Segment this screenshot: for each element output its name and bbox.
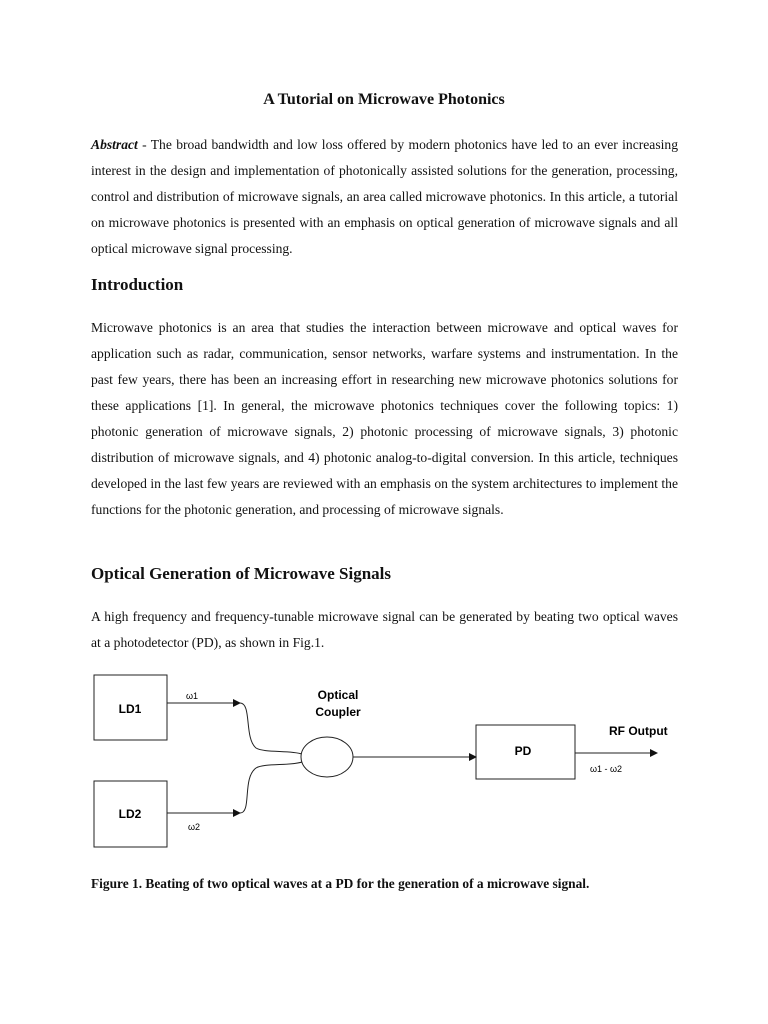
- optical-coupler-label-line1: Optical: [317, 688, 359, 702]
- optical-coupler-ellipse: [301, 737, 353, 777]
- coupler-input-fiber-1: [240, 703, 302, 754]
- omega2-label: ω2: [188, 822, 201, 832]
- figure-1-caption: Figure 1. Beating of two optical waves at a PD for the generation of a microwave signal.: [91, 876, 590, 891]
- introduction-heading: Introduction: [91, 275, 184, 294]
- paper-title: A Tutorial on Microwave Photonics: [263, 91, 505, 108]
- ld2-label: LD2: [118, 807, 142, 821]
- introduction-paragraph: Microwave photonics is an area that studies the interaction between microwave and optical waves for application such as radar, communication, sensor networks, warfare systems and instrumentation. In the past few years, there has been an increasing effort in researching new microwave photonics solutions for these applications [1]. In general, the microwave photonics techniques cover the following topics: 1) photonic generation of microwave signals, 2) photonic processing of microwave signals, 3) photonic distribution of microwave signals, and 4) photonic analog-to-digital conversion. In this article, techniques developed in the last few years are reviewed with an emphasis on the system architectures to implement the functions for the photonic generation, and processing of microwave signals.: [91, 320, 678, 517]
- omega1-label: ω1: [186, 691, 199, 701]
- pd-label: PD: [514, 744, 532, 758]
- optical-generation-paragraph: A high frequency and frequency-tunable microwave signal can be generated by beating two optical waves at a photodetector (PD), as shown in Fig.1.: [91, 609, 678, 650]
- abstract-label: Abstract: [91, 137, 138, 152]
- abstract-separator: -: [137, 137, 151, 152]
- ld1-label: LD1: [118, 702, 142, 716]
- rf-output-label: RF Output: [609, 724, 668, 738]
- abstract-text: The broad bandwidth and low loss offered by modern photonics have led to an ever increasing interest in the design and implementation of photonically assisted solutions for the generation, processing, control and distribution of microwave signals, an area called microwave photonics. In this article, a tutorial on microwave photonics is presented with an emphasis on optical generation of microwave signals and all optical microwave signal processing.: [91, 137, 679, 256]
- coupler-input-fiber-2: [240, 762, 302, 813]
- optical-generation-heading: Optical Generation of Microwave Signals: [91, 564, 391, 583]
- frequency-difference-label: ω1 - ω2: [590, 764, 623, 774]
- optical-coupler-label-line2: Coupler: [315, 705, 361, 719]
